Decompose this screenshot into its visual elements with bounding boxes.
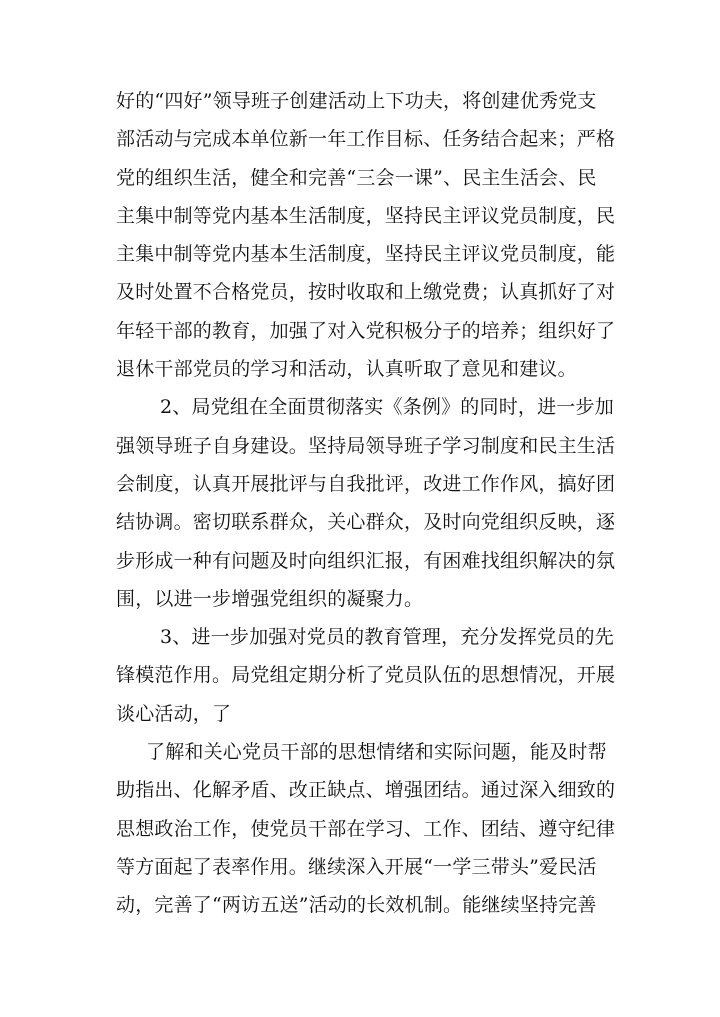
text-line: 年轻干部的教育，加强了对入党积极分子的培养；组织好了 [116, 319, 616, 342]
text-line: 动，完善了“两访五送”活动的长效机制。能继续坚持完善 [116, 894, 597, 917]
paragraph-1 [116, 82, 616, 388]
text-line: 主集中制等党内基本生活制度，坚持民主评议党员制度，能 [116, 243, 616, 266]
paragraph-4 [116, 733, 616, 924]
paragraph-3 [116, 618, 616, 733]
text-line: 3、进一步加强对党员的教育管理，充分发挥党员的先 [160, 626, 614, 649]
text-line: 锋模范作用。局党组定期分析了党员队伍的思想情况，开展 [116, 664, 616, 687]
text-line: 围，以进一步增强党组织的凝聚力。 [116, 587, 424, 610]
text-line: 结协调。密切联系群众，关心群众，及时向党组织反映，逐 [116, 511, 616, 534]
text-line: 退休干部党员的学习和活动，认真听取了意见和建议。 [116, 358, 577, 381]
document-body [116, 82, 616, 925]
text-line: 主集中制等党内基本生活制度，坚持民主评议党员制度，民 [116, 204, 616, 227]
text-line: 步形成一种有问题及时向组织汇报，有困难找组织解决的氛 [116, 549, 616, 572]
text-line: 好的“四好”领导班子创建活动上下功夫，将创建优秀党支 [116, 90, 597, 112]
text-line: 部活动与完成本单位新一年工作目标、任务结合起来；严格 [116, 128, 616, 151]
text-line: 2、局党组在全面贯彻落实《条例》的同时，进一步加 [160, 396, 614, 419]
text-line: 等方面起了表率作用。继续深入开展“一学三带头”爱民活 [116, 855, 597, 878]
text-line: 强领导班子自身建设。坚持局领导班子学习制度和民主生活 [116, 434, 616, 457]
text-line: 思想政治工作，使党员干部在学习、工作、团结、遵守纪律 [116, 817, 616, 840]
text-line: 及时处置不合格党员，按时收取和上缴党费；认真抓好了对 [116, 281, 616, 304]
text-line: 党的组织生活，健全和完善“三会一课”、民主生活会、民 [116, 166, 597, 189]
text-line: 助指出、化解矛盾、改正缺点、增强团结。通过深入细致的 [116, 779, 616, 802]
paragraph-2 [116, 388, 616, 618]
text-line: 谈心活动，了 [116, 702, 232, 725]
text-line: 会制度，认真开展批评与自我批评，改进工作作风，搞好团 [116, 472, 616, 495]
text-line: 了解和关心党员干部的思想情绪和实际问题，能及时帮 [146, 741, 607, 764]
